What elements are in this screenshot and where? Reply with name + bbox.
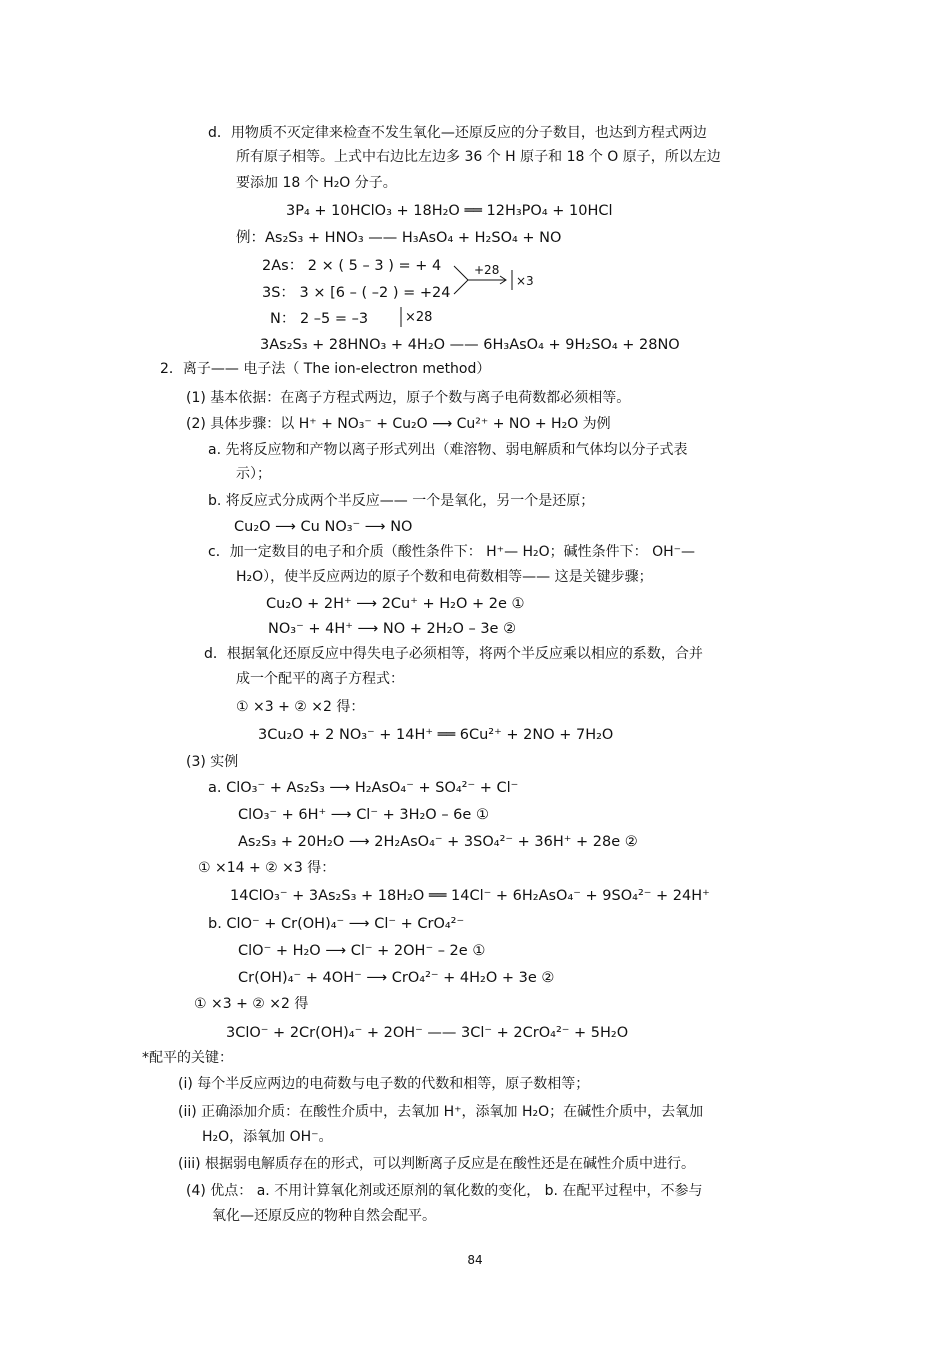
equation-line: Cu₂O + 2H⁺ ⟶ 2Cu⁺ + H₂O + 2e ①: [266, 596, 525, 612]
text-line: d．根据氧化还原反应中得失电子必须相等，将两个半反应乘以相应的系数，合并: [204, 646, 703, 662]
text-line: 所有原子相等。上式中右边比左边多 36 个 H 原子和 18 个 O 原子，所以左边: [236, 149, 721, 165]
equation-line: 3As₂S₃ + 28HNO₃ + 4H₂O —— 6H₃AsO₄ + 9H₂SO₄ + 28NO: [260, 337, 680, 353]
text-line: d．用物质不灭定律来检查不发生氧化—还原反应的分子数目，也达到方程式两边: [208, 125, 707, 141]
equation-line: 14ClO₃⁻ + 3As₂S₃ + 18H₂O ══ 14Cl⁻ + 6H₂AsO₄⁻ + 9SO₄²⁻ + 24H⁺: [230, 888, 710, 904]
plus28-label: +28: [474, 263, 500, 277]
text-line: *配平的关键：: [142, 1050, 233, 1066]
equation-line: Cr(OH)₄⁻ + 4OH⁻ ⟶ CrO₄²⁻ + 4H₂O + 3e ②: [238, 970, 555, 986]
equation-line: 3P₄ + 10HClO₃ + 18H₂O ══ 12H₃PO₄ + 10HCl: [286, 203, 613, 219]
text-line: b. 将反应式分成两个半反应—— 一个是氧化，另一个是还原；: [208, 493, 595, 509]
equation-line: 3ClO⁻ + 2Cr(OH)₄⁻ + 2OH⁻ —— 3Cl⁻ + 2CrO₄²⁻ + 5H₂O: [226, 1025, 629, 1041]
times3-label: ×3: [516, 274, 534, 288]
text-line: (4) 优点： a. 不用计算氧化剂或还原剂的氧化数的变化， b. 在配平过程中，不参与: [186, 1183, 703, 1199]
equation-line: 例：As₂S₃ + HNO₃ —— H₃AsO₄ + H₂SO₄ + NO: [236, 230, 562, 246]
text-line: 成一个配平的离子方程式：: [236, 671, 404, 687]
page-number: 84: [467, 1253, 483, 1267]
text-line: (i) 每个半反应两边的电荷数与电子数的代数和相等，原子数相等；: [178, 1076, 590, 1092]
text-line: H₂O，添氧加 OH⁻。: [202, 1129, 333, 1145]
text-line: 氧化—还原反应的物种自然会配平。: [212, 1208, 436, 1224]
equation-line: NO₃⁻ + 4H⁺ ⟶ NO + 2H₂O – 3e ②: [268, 621, 517, 637]
text-line: (1) 基本依据：在离子方程式两边，原子个数与离子电荷数都必须相等。: [186, 390, 631, 406]
text-line: a. 先将反应物和产物以离子形式列出（难溶物、弱电解质和气体均以分子式表: [208, 442, 688, 458]
text-line: (iii) 根据弱电解质存在的形式，可以判断离子反应是在酸性还是在碱性介质中进行。: [178, 1156, 696, 1172]
equation-line: b. ClO⁻ + Cr(OH)₄⁻ ⟶ Cl⁻ + CrO₄²⁻: [208, 916, 465, 932]
times28-bar: [398, 306, 404, 328]
equation-line: N： 2 –5 = –3: [270, 311, 369, 327]
text-line: 2．离子—— 电子法（ The ion-electron method）: [160, 361, 491, 377]
equation-line: As₂S₃ + 20H₂O ⟶ 2H₂AsO₄⁻ + 3SO₄²⁻ + 36H⁺ + 28e ②: [238, 834, 638, 850]
text-line: ① ×3 + ② ×2 得: [194, 996, 309, 1012]
text-line: ① ×3 + ② ×2 得：: [236, 699, 365, 715]
equation-line: ClO⁻ + H₂O ⟶ Cl⁻ + 2OH⁻ – 2e ①: [238, 943, 486, 959]
equation-line: ClO₃⁻ + 6H⁺ ⟶ Cl⁻ + 3H₂O – 6e ①: [238, 807, 489, 823]
text-line: c．加一定数目的电子和介质（酸性条件下： H⁺— H₂O；碱性条件下： OH⁻—: [208, 544, 696, 560]
equation-line: Cu₂O ⟶ Cu NO₃⁻ ⟶ NO: [234, 519, 413, 535]
text-line: 示）；: [236, 466, 271, 482]
text-line: (2) 具体步骤：以 H⁺ + NO₃⁻ + Cu₂O ⟶ Cu²⁺ + NO + H₂O 为例: [186, 416, 611, 432]
equation-line: a. ClO₃⁻ + As₂S₃ ⟶ H₂AsO₄⁻ + SO₄²⁻ + Cl⁻: [208, 780, 519, 796]
text-line: H₂O），使半反应两边的原子个数和电荷数相等—— 这是关键步骤；: [236, 569, 653, 585]
equation-line: 2As： 2 × ( 5 – 3 ) = + 4: [262, 258, 442, 274]
equation-line: 3Cu₂O + 2 NO₃⁻ + 14H⁺ ══ 6Cu²⁺ + 2NO + 7H₂O: [258, 727, 614, 743]
text-line: 要添加 18 个 H₂O 分子。: [236, 175, 397, 191]
text-line: (3) 实例: [186, 754, 239, 770]
times28-label: ×28: [405, 310, 433, 325]
text-line: ① ×14 + ② ×3 得：: [198, 860, 336, 876]
equation-line: 3S： 3 × [6 – ( –2 ) = +24: [262, 285, 451, 301]
text-line: (ii) 正确添加介质：在酸性介质中，去氧加 H⁺，添氧加 H₂O；在碱性介质中，去氧加: [178, 1104, 704, 1120]
